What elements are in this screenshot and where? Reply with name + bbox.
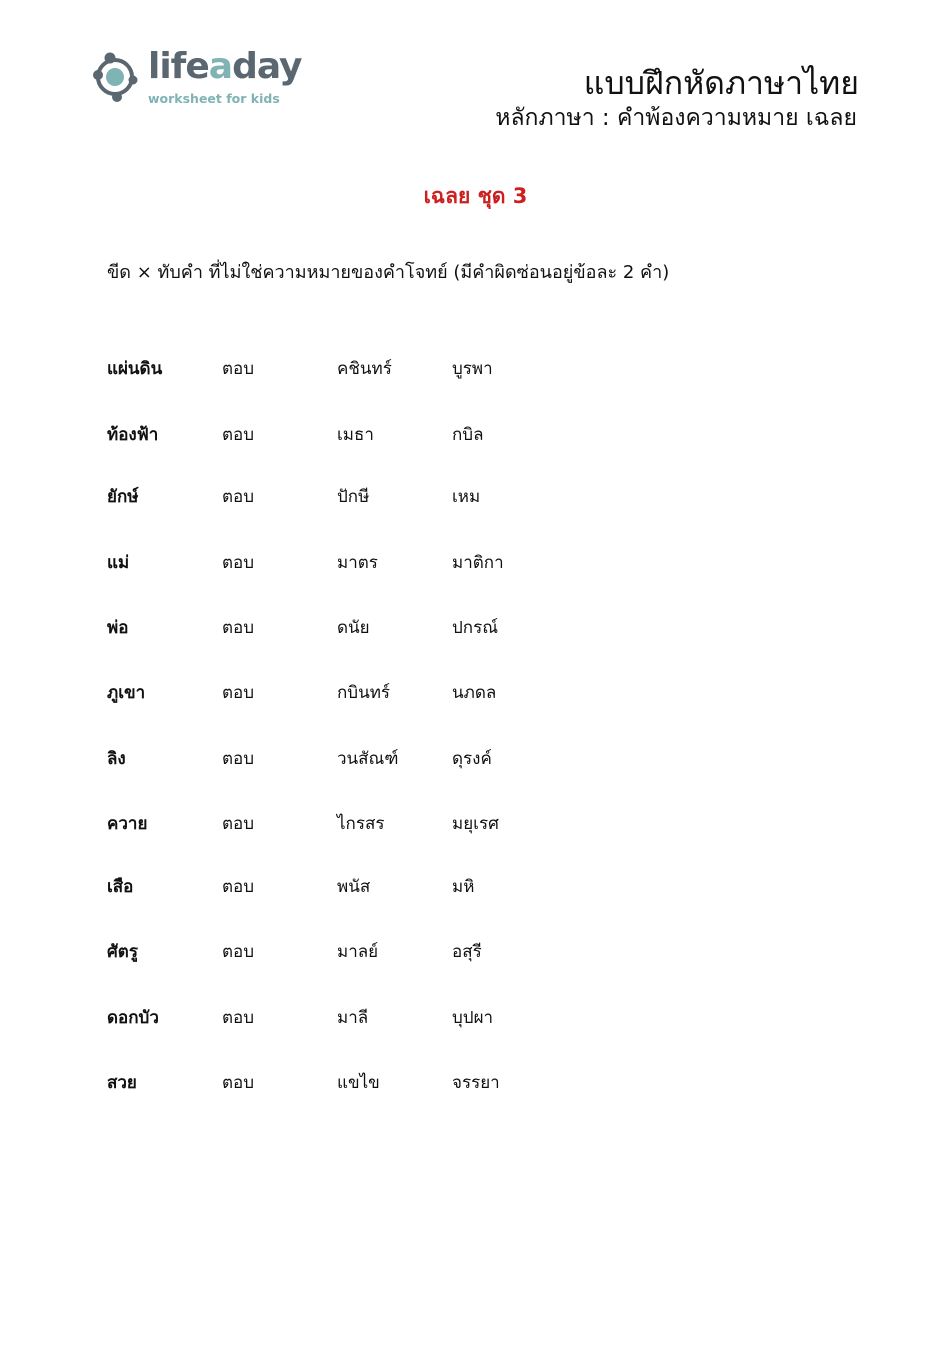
table-row <box>107 549 707 573</box>
answer-option: แขไข <box>337 1073 380 1093</box>
table-row <box>107 614 707 638</box>
table-row <box>107 745 707 769</box>
answer-set-heading: เฉลย ชุด 3 <box>423 184 528 208</box>
answer-option: กบิล <box>452 425 484 445</box>
answer-option: ดนัย <box>337 618 370 638</box>
table-row <box>107 1069 707 1093</box>
answer-label: ตอบ <box>222 877 255 897</box>
table-row <box>107 355 707 379</box>
answer-label: ตอบ <box>222 425 255 445</box>
answer-label: ตอบ <box>222 359 255 379</box>
question-word: ศัตรู <box>107 942 138 962</box>
answer-option: ดุรงค์ <box>452 749 492 769</box>
answer-option: มาลย์ <box>337 942 379 962</box>
answer-option: อสุรี <box>452 942 482 962</box>
question-word: ควาย <box>107 814 148 834</box>
answer-label: ตอบ <box>222 1008 255 1028</box>
table-row <box>107 1004 707 1028</box>
question-word: ยักษ์ <box>107 487 139 507</box>
answer-label: ตอบ <box>222 942 255 962</box>
answer-option: จรรยา <box>452 1073 500 1093</box>
answer-option: บูรพา <box>452 359 493 379</box>
question-word: สวย <box>107 1073 137 1093</box>
answer-option: มหิ <box>452 877 475 897</box>
answer-label: ตอบ <box>222 683 255 703</box>
question-word: ท้องฟ้า <box>107 425 159 445</box>
table-row <box>107 938 707 962</box>
exercise-instruction: ขีด × ทับคำ ที่ไม่ใช่ความหมายของคำโจทย์ (มีคำผิดซ่อนอยู่ข้อละ 2 คำ) <box>107 262 670 283</box>
question-word: แผ่นดิน <box>107 359 163 379</box>
logo-mark-icon <box>90 50 146 106</box>
table-row <box>107 679 707 703</box>
answer-label: ตอบ <box>222 1073 255 1093</box>
answer-option: ปกรณ์ <box>452 618 498 638</box>
answer-label: ตอบ <box>222 749 255 769</box>
answer-option: พนัส <box>337 877 371 897</box>
answer-option: มาตร <box>337 553 378 573</box>
question-word: พ่อ <box>107 618 129 638</box>
answer-option: มยุเรศ <box>452 814 499 834</box>
question-word: แม่ <box>107 553 130 573</box>
answer-option: บุปผา <box>452 1008 494 1028</box>
answer-option: กบินทร์ <box>337 683 391 703</box>
answer-label: ตอบ <box>222 487 255 507</box>
answer-label: ตอบ <box>222 618 255 638</box>
question-word: ดอกบัว <box>107 1008 159 1028</box>
answer-label: ตอบ <box>222 814 255 834</box>
question-word: ลิง <box>107 749 126 769</box>
answer-option: คชินทร์ <box>337 359 392 379</box>
answer-option: นภดล <box>452 683 497 703</box>
table-row <box>107 873 707 897</box>
answer-option: วนสัณฑ์ <box>337 749 399 769</box>
answer-option: มาลี <box>337 1008 369 1028</box>
table-row <box>107 421 707 445</box>
answer-option: มาติกา <box>452 553 504 573</box>
logo-wordmark: lifeaday <box>148 46 302 87</box>
page-title: แบบฝึกหัดภาษาไทย <box>583 64 859 102</box>
answer-option: ปักษี <box>337 487 370 507</box>
answer-label: ตอบ <box>222 553 255 573</box>
logo-tagline: worksheet for kids <box>148 91 280 106</box>
question-word: ภูเขา <box>107 683 146 703</box>
page-subtitle: หลักภาษา : คำพ้องความหมาย เฉลย <box>495 105 857 131</box>
table-row <box>107 483 707 507</box>
table-row <box>107 810 707 834</box>
answer-option: ไกรสร <box>337 814 385 834</box>
site-logo <box>90 46 302 110</box>
question-word: เสือ <box>107 877 134 897</box>
answer-option: เหม <box>452 487 481 507</box>
answer-option: เมธา <box>337 425 374 445</box>
